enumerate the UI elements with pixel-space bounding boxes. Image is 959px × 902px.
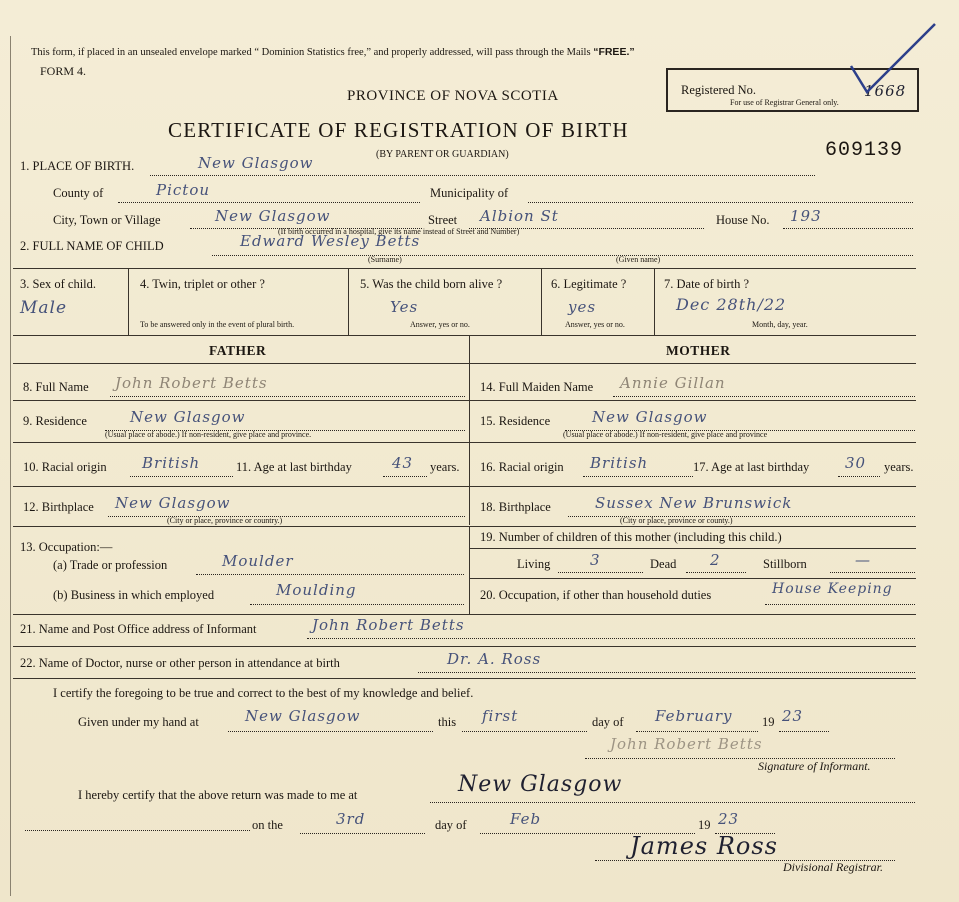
certify-text: I certify the foregoing to be true and correct to the best of my knowledge and belief. (53, 686, 474, 700)
given-this: this (438, 715, 457, 729)
mail-notice-text: This form, if placed in an unsealed envelope marked “ Dominion Statistics free,” and properly addressed, will pass through the Mails (31, 47, 594, 58)
mother-heading: MOTHER (666, 343, 731, 358)
surname-note: (Surname) (368, 255, 402, 264)
children-count-label: 19. Number of children of this mother (including this child.) (480, 530, 782, 544)
legitimate-value: yes (568, 298, 597, 316)
mother-name-label: 14. Full Maiden Name (480, 380, 594, 394)
registrar-cert-place: New Glasgow (458, 772, 623, 797)
business-label: (b) Business in which employed (53, 588, 215, 602)
alive-note: Answer, yes or no. (410, 320, 470, 329)
mother-racial-value: British (590, 454, 649, 472)
father-age-value: 43 (392, 454, 414, 472)
dob-label: 7. Date of birth ? (664, 277, 750, 291)
mother-name-value: Annie Gillan (620, 374, 726, 392)
twin-note: To be answered only in the event of plural birth. (140, 320, 295, 329)
house-label: House No. (716, 213, 770, 227)
subtitle: (BY PARENT OR GUARDIAN) (376, 149, 509, 160)
house-value: 193 (790, 207, 822, 225)
mother-birthplace-label: 18. Birthplace (480, 500, 551, 514)
living-label: Living (517, 557, 551, 571)
registered-label: Registered No. (681, 83, 756, 97)
province-heading: PROVINCE OF NOVA SCOTIA (347, 88, 559, 104)
mother-occupation-label: 20. Occupation, if other than household duties (480, 588, 712, 602)
registrar-month: Feb (510, 810, 542, 828)
county-value: Pictou (156, 181, 211, 199)
registrar-year: 23 (718, 810, 740, 828)
left-margin-rule (10, 36, 11, 896)
stillborn-value: — (855, 551, 871, 569)
father-name-value: John Robert Betts (115, 374, 268, 392)
place-of-birth-value: New Glasgow (198, 154, 314, 172)
dob-note: Month, day, year. (752, 320, 808, 329)
father-birthplace-label: 12. Birthplace (23, 500, 94, 514)
trade-label: (a) Trade or profession (53, 558, 168, 572)
legitimate-note: Answer, yes or no. (565, 320, 625, 329)
alive-label: 5. Was the child born alive ? (360, 277, 503, 291)
legitimate-label: 6. Legitimate ? (551, 277, 627, 291)
father-birthplace-note: (City or place, province or country.) (167, 516, 283, 525)
attendant-value: Dr. A. Ross (447, 650, 542, 668)
registered-number: 1668 (864, 82, 907, 100)
place-of-birth-label: 1. PLACE OF BIRTH. (20, 159, 135, 173)
county-label: County of (53, 186, 104, 200)
mother-residence-value: New Glasgow (592, 408, 708, 426)
father-heading: FATHER (209, 343, 267, 358)
mother-age-label: 17. Age at last birthday (693, 460, 810, 474)
twin-label: 4. Twin, triplet or other ? (140, 277, 265, 291)
given-place: New Glasgow (245, 707, 361, 725)
mother-age-value: 30 (845, 454, 867, 472)
informant-signature: John Robert Betts (610, 735, 763, 753)
father-birthplace-value: New Glasgow (115, 494, 231, 512)
given-day-of: day of (592, 715, 624, 729)
stillborn-label: Stillborn (763, 557, 807, 571)
trade-value: Moulder (222, 552, 294, 570)
form-number: FORM 4. (40, 64, 87, 78)
city-value: New Glasgow (215, 207, 331, 225)
given-name-note: (Given name) (616, 255, 661, 264)
father-name-label: 8. Full Name (23, 380, 89, 394)
registered-note: For use of Registrar General only. (730, 98, 839, 107)
father-age-unit: years. (430, 460, 460, 474)
registrar-cert-label: I hereby certify that the above return was made to me at (78, 788, 358, 802)
given-year-prefix: 19 (762, 715, 775, 729)
child-name-value: Edward Wesley Betts (240, 232, 421, 250)
registrar-signature-label: Divisional Registrar. (783, 860, 884, 874)
page-title: CERTIFICATE OF REGISTRATION OF BIRTH (168, 118, 629, 142)
hospital-note: (If birth occurred in a hospital, give its name instead of Street and Number) (278, 227, 520, 236)
child-name-label: 2. FULL NAME OF CHILD (20, 239, 164, 253)
father-residence-value: New Glasgow (130, 408, 246, 426)
mail-notice (31, 46, 635, 58)
informant-value: John Robert Betts (312, 616, 465, 634)
father-racial-value: British (142, 454, 201, 472)
serial-number: 609139 (825, 139, 904, 162)
informant-signature-label: Signature of Informant. (758, 759, 871, 773)
father-residence-note: (Usual place of abode.) If non-resident, give place and province. (105, 430, 312, 439)
registrar-signature: James Ross (630, 832, 778, 860)
registrar-day-of: day of (435, 818, 467, 832)
given-year: 23 (782, 707, 804, 725)
mother-racial-label: 16. Racial origin (480, 460, 564, 474)
street-value: Albion St (480, 207, 559, 225)
city-label: City, Town or Village (53, 213, 161, 227)
given-label: Given under my hand at (78, 715, 199, 729)
municipality-label: Municipality of (430, 186, 509, 200)
informant-label: 21. Name and Post Office address of Informant (20, 622, 257, 636)
registrar-on-the: on the (252, 818, 283, 832)
mother-birthplace-value: Sussex New Brunswick (595, 494, 793, 512)
mother-age-unit: years. (884, 460, 914, 474)
alive-value: Yes (390, 298, 419, 316)
given-month: February (655, 707, 733, 725)
mother-birthplace-note: (City or place, province or county.) (620, 516, 733, 525)
dob-value: Dec 28th/22 (676, 295, 787, 314)
sex-label: 3. Sex of child. (20, 277, 97, 291)
registrar-year-prefix: 19 (698, 818, 711, 832)
occupation-label: 13. Occupation:— (20, 540, 113, 554)
father-age-label: 11. Age at last birthday (236, 460, 352, 474)
check-mark-icon (845, 18, 940, 96)
mother-residence-label: 15. Residence (480, 414, 551, 428)
street-label: Street (428, 213, 458, 227)
registrar-day: 3rd (336, 810, 366, 828)
business-value: Moulding (276, 581, 357, 599)
free-label: “FREE.” (593, 46, 635, 58)
living-value: 3 (590, 551, 601, 569)
attendant-label: 22. Name of Doctor, nurse or other person in attendance at birth (20, 656, 340, 670)
given-day: first (482, 707, 519, 725)
dead-value: 2 (710, 551, 721, 569)
mother-residence-note: (Usual place of abode.) If non-resident, give place and province (563, 430, 768, 439)
sex-value: Male (20, 298, 68, 318)
father-residence-label: 9. Residence (23, 414, 87, 428)
mother-occupation-value: House Keeping (772, 581, 893, 597)
father-racial-label: 10. Racial origin (23, 460, 107, 474)
dead-label: Dead (650, 557, 677, 571)
